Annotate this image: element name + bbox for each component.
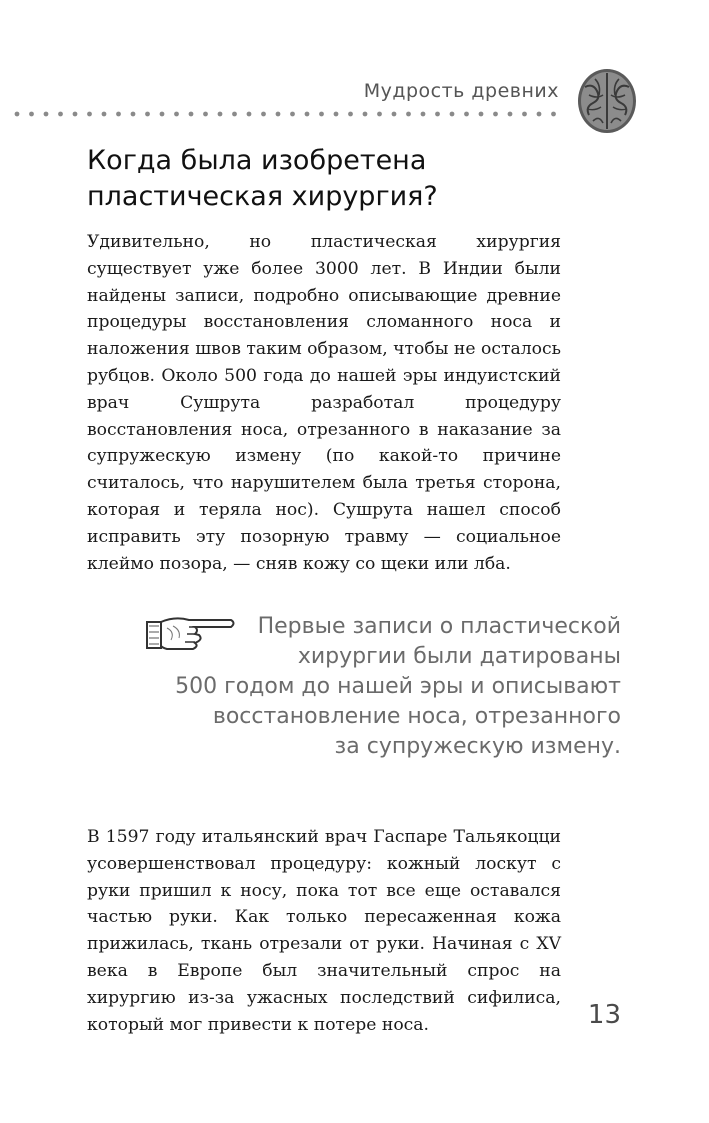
divider-dot [44,112,49,117]
divider-dot [203,112,208,117]
divider-dot [551,112,556,117]
divider-dot [522,112,527,117]
divider-dot [276,112,281,117]
dotted-divider [14,108,562,120]
divider-dot [15,112,20,117]
divider-dot [392,112,397,117]
divider-dot [189,112,194,117]
callout-line: 500 годом до нашей эры и описывают [175,674,621,699]
divider-dot [348,112,353,117]
divider-dot [160,112,165,117]
divider-dot [261,112,266,117]
article-paragraph-1: Удивительно, но пластическая хирургия существует уже более 3000 лет. В Индии были найдены записи, подробно описывающие древние процедуры восстановления сломанного носа и наложения швов таким образом, чтобы не осталось рубцов. Около 500 года до нашей эры индуистский врач Сушрута разработал процедуру восстановления носа, отрезанного в наказание за супружескую измену (по какой-то причине считалось, что нарушителем была третья сторона, которая и теряла нос). Сушрута нашел способ исправить эту позорную травму — социальное клеймо позора, — сняв кожу со щеки или лба. [87,232,561,574]
divider-dot [334,112,339,117]
divider-dot [537,112,542,117]
callout-line: хирургии были датированы [297,644,621,669]
divider-dot [479,112,484,117]
divider-dot [116,112,121,117]
divider-dot [464,112,469,117]
divider-dot [232,112,237,117]
divider-dot [363,112,368,117]
divider-dot [319,112,324,117]
callout-line: Первые записи о пластической [257,614,621,639]
divider-dot [421,112,426,117]
divider-dot [377,112,382,117]
divider-dot [131,112,136,117]
callout-quote [151,612,621,762]
divider-dot [450,112,455,117]
divider-dot [508,112,513,117]
divider-dot [102,112,107,117]
divider-dot [493,112,498,117]
callout-line: восстановление носа, отрезанного [212,704,621,729]
page-number: 13 [587,1000,621,1030]
divider-dot [406,112,411,117]
divider-dot [87,112,92,117]
article-paragraph-2: В 1597 году итальянский врач Гаспаре Тальякоцци усовершенствовал процедуру: кожный лоскут с руки пришил к носу, пока тот все еще оставался частью руки. Как только пересаженная кожа прижилась, ткань отрезали от руки. Начиная с XV века в Европе был значительный спрос на хирургию из-за ужасных последствий сифилиса, который мог привести к потере носа. [87,827,561,1035]
article-title: Когда была изобретена пластическая хирургия? [87,145,438,212]
divider-dot [218,112,223,117]
divider-dot [29,112,34,117]
callout-line: за супружескую измену. [334,734,621,759]
brain-icon [575,65,639,137]
divider-dot [58,112,63,117]
divider-dot [435,112,440,117]
section-header: Мудрость древних [363,80,559,102]
divider-dot [174,112,179,117]
divider-dot [290,112,295,117]
divider-dot [247,112,252,117]
divider-dot [73,112,78,117]
divider-dot [305,112,310,117]
divider-dot [145,112,150,117]
